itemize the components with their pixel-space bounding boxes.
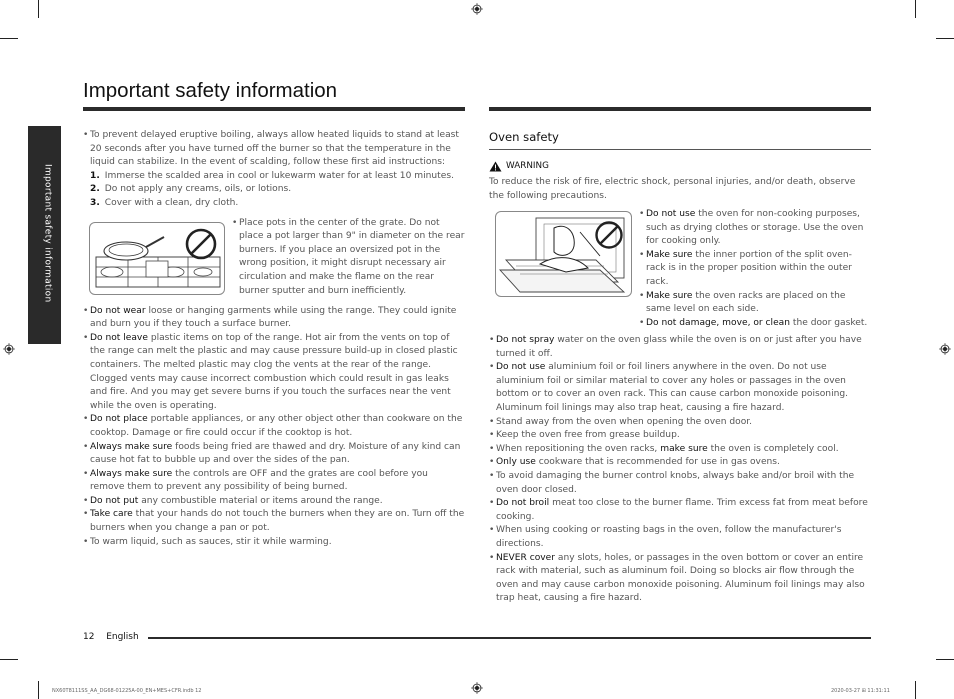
oven-safety-item — [489, 456, 871, 470]
oven-safety-item — [489, 429, 871, 443]
registration-mark-icon — [3, 343, 15, 355]
crop-mark — [38, 681, 39, 699]
section-heading-oven-safety: Oven safety — [489, 130, 559, 144]
cooktop-safety-item-emphasis: Do not put — [90, 495, 139, 506]
crop-mark — [0, 659, 18, 660]
crop-mark — [915, 0, 916, 18]
oven-safety-item-emphasis: Do not broil — [496, 498, 550, 509]
cooktop-safety-item-text: loose or hanging garments while using the range. They could ignite and burn you if they touch a surface burner. — [90, 305, 457, 330]
oven-precaution-item-emphasis: Make sure — [646, 249, 693, 260]
print-info-left: NX60T8111SS_AA_DG68-01225A-00_EN+MES+CFR.indb 12 — [52, 688, 202, 694]
cooktop-safety-item — [83, 305, 465, 332]
cooktop-safety-item-text: the controls are OFF and the grates are cool before you remove them to prevent any possibility of being burned. — [90, 468, 428, 493]
oven-precaution-item — [639, 249, 871, 290]
cooktop-safety-item-text: that your hands do not touch the burners when they are on. Turn off the burners when you change a pan or pot. — [90, 509, 465, 534]
oven-precaution-item-text: the oven racks are placed on the same level on each side. — [646, 290, 846, 315]
warning-text: To reduce the risk of fire, electric shock, personal injuries, and/or death, observe the following precautions. — [489, 177, 856, 201]
oven-safety-item-text: meat too close to the burner flame. Trim excess fat from meat before cooking. — [496, 498, 868, 522]
cooktop-safety-item-emphasis: Do not place — [90, 414, 148, 425]
registration-mark-icon — [939, 343, 951, 355]
cooktop-safety-item — [83, 413, 465, 440]
first-aid-step — [83, 183, 465, 197]
cooktop-safety-list — [83, 305, 465, 550]
oven-precaution-item-text: the door gasket. — [790, 317, 868, 328]
oven-safety-item-text: To avoid damaging the burner control knobs, always bake and/or broil with the oven door closed. — [496, 470, 855, 495]
first-aid-step — [83, 170, 465, 184]
warning-label: WARNING — [506, 161, 549, 171]
first-aid-steps — [83, 170, 465, 211]
oven-safety-item-emphasis: NEVER cover — [496, 552, 556, 563]
cooktop-safety-item — [83, 536, 465, 550]
oven-illustration — [495, 211, 632, 297]
crop-mark — [936, 38, 954, 39]
step-text: Do not apply any creams, oils, or lotions. — [104, 184, 292, 195]
step-number: 3. — [90, 197, 100, 208]
cooktop-safety-item-emphasis: Take care — [90, 509, 133, 520]
oven-safety-item — [489, 497, 871, 524]
footer-rule — [148, 637, 871, 639]
oven-safety-item-text: Keep the oven free from grease buildup. — [496, 430, 680, 441]
oven-safety-item — [489, 361, 871, 415]
oven-safety-item-text: the oven is completely cool. — [707, 443, 839, 454]
page-footer — [83, 631, 139, 645]
oven-precautions-list — [489, 334, 871, 606]
step-number: 2. — [90, 184, 100, 195]
oven-safety-item — [489, 416, 871, 430]
oven-safety-item-text: water on the oven glass while the oven is on or just after you have turned it off. — [496, 335, 862, 359]
oven-precaution-item — [639, 208, 871, 249]
oven-safety-item-pre: When repositioning the oven racks, — [496, 443, 661, 454]
oven-precautions-side-list — [639, 208, 871, 330]
oven-safety-item — [489, 552, 871, 606]
registration-mark-icon — [471, 682, 483, 694]
warning-triangle-icon — [489, 161, 502, 172]
cooktop-safety-item-text: any combustible material or items around the range. — [138, 495, 383, 506]
oven-precaution-item-emphasis: Do not damage, move, or clean — [646, 317, 790, 328]
oven-safety-item-text: any slots, holes, or passages in the oven bottom or cover an entire rack with material, such as aluminum foil. Doing so blocks air flow through the oven and may cause carbon monoxide poisoning. Aluminum foil linings may also trap heat, causing a fire hazard. — [496, 552, 865, 604]
oven-safety-item-emphasis: make sure — [660, 443, 708, 454]
title-rule-right — [489, 107, 871, 111]
step-number: 1. — [90, 170, 100, 181]
warning-header — [489, 160, 549, 174]
cooktop-safety-item — [83, 441, 465, 468]
cooktop-safety-item — [83, 332, 465, 414]
oven-safety-item — [489, 334, 871, 361]
oven-precaution-item-emphasis: Make sure — [646, 290, 693, 301]
oven-safety-item-text: Stand away from the oven when opening the oven door. — [496, 416, 753, 427]
oven-precaution-item-text: the oven for non-cooking purposes, such as drying clothes or storage. Use the oven for cooking only. — [646, 209, 864, 247]
oven-safety-item — [489, 524, 871, 551]
registration-mark-icon — [471, 3, 483, 15]
page-number: 12 — [83, 632, 95, 642]
cooktop-safety-item-text: plastic items on top of the range. Hot air from the vents on top of the range can melt the plastic and may cause pressure build-up in closed plastic containers. The melted plastic may clog the vents at the rear of the range. Clogged vents may cause incorrect combustion which could result in gas leaks and fire. And you may get severe burns if you touch the surfaces near the vent while the oven is operating. — [90, 332, 458, 411]
oven-precaution-item-emphasis: Do not use — [646, 209, 696, 219]
crop-mark — [936, 659, 954, 660]
cooktop-safety-item — [83, 508, 465, 535]
pot-note-block — [83, 217, 465, 302]
cooktop-safety-item — [83, 468, 465, 495]
cooktop-safety-item-text: portable appliances, or any other object other than cookware on the cooktop. Damage or fire could occur if the cooktop is hot. — [90, 414, 463, 438]
footer-language: English — [106, 632, 139, 642]
step-text: Cover with a clean, dry cloth. — [104, 197, 239, 208]
cooktop-illustration — [89, 222, 225, 295]
first-aid-step — [83, 197, 465, 211]
pot-placement-note: • Place pots in the center of the grate. Do not place a pot larger than 9" in diameter on the rear burners. If you place an oversized pot in the wrong position, it might disrupt necessary air circulation and make the flame on the rear burner sputter and burn inefficiently. — [232, 217, 465, 299]
crop-mark — [915, 681, 916, 699]
scalding-intro: • To prevent delayed eruptive boiling, always allow heated liquids to stand at least 20 seconds after you have turned off the burner so that the temperature in the liquid can stabilize. In the event of scalding, follow these first aid instructions: — [83, 129, 465, 170]
cooktop-safety-item-text: To warm liquid, such as sauces, stir it while warming. — [90, 536, 332, 547]
oven-safety-item-emphasis: Do not spray — [496, 335, 555, 345]
left-column — [83, 129, 465, 549]
cooktop-safety-item-emphasis: Do not wear — [90, 305, 146, 316]
title-rule-left — [83, 107, 465, 111]
oven-precaution-item — [639, 317, 871, 331]
prohibited-icon — [594, 220, 624, 250]
cooktop-safety-item-emphasis: Always make sure — [90, 441, 173, 452]
print-info-right: 2020-03-27 ⊞ 11:31:11 — [831, 688, 890, 694]
page-title: Important safety information — [83, 79, 338, 102]
oven-safety-item — [489, 470, 871, 497]
cooktop-safety-item — [83, 495, 465, 509]
side-tab — [28, 126, 61, 344]
oven-safety-item-text: aluminium foil or foil liners anywhere in the oven. Do not use aluminium foil or similar material to cover any holes or passages in the oven bottom or to cover an oven rack. This can cause carbon monoxide poisoning. Aluminum foil linings may also trap heat, causing a fire hazard. — [496, 362, 849, 413]
crop-mark — [0, 38, 18, 39]
oven-safety-item-text: cookware that is recommended for use in gas ovens. — [535, 457, 780, 468]
oven-safety-item-text: When using cooking or roasting bags in the oven, follow the manufacturer's directions. — [496, 525, 842, 549]
cooktop-safety-item-text: foods being fried are thawed and dry. Moisture of any kind can cause hot fat to bubble up and over the sides of the pan. — [90, 441, 461, 466]
side-tab-label: Important safety information — [42, 164, 53, 303]
cooktop-safety-item-emphasis: Do not leave — [90, 332, 148, 343]
oven-precaution-item-text: the inner portion of the split oven-rack is in the proper position within the outer rack. — [646, 249, 852, 287]
oven-safety-item-emphasis: Do not use — [496, 362, 546, 373]
step-text: Immerse the scalded area in cool or lukewarm water for at least 10 minutes. — [104, 170, 454, 181]
section-rule — [489, 149, 871, 150]
prohibited-icon — [184, 227, 218, 261]
oven-safety-item-emphasis: Only use — [496, 457, 536, 468]
oven-safety-item — [489, 443, 871, 457]
oven-precaution-item — [639, 290, 871, 317]
crop-mark — [38, 0, 39, 18]
cooktop-safety-item-emphasis: Always make sure — [90, 468, 173, 479]
